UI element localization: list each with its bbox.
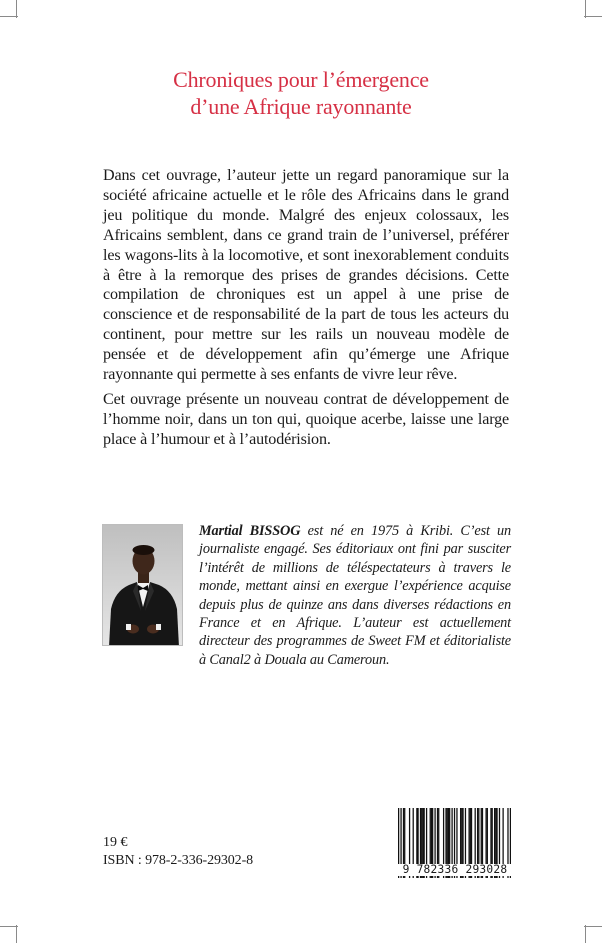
summary-paragraph-1: Dans cet ouvrage, l’auteur jette un regard panoramique sur la société africaine actuelle et le rôle des Africains dans le grand jeu politique du monde. Malgré des enjeux colossaux, les Africains semblent, dans ce grand train de l’universel, préférer les wagons-lits à la locomotive, et sont inexorablement conduits à être à la remorque des prises de grandes décisions. Cette compilation de chroniques est un appel à une prise de conscience et de responsabilité de la part de tous les acteurs du continent, pour mettre sur les rails un nouveau modèle de pensée et de développement afin qu’émerge une Afrique rayonnante qui permette à ses enfants de vivre leur rêve. <box>103 167 509 384</box>
summary-paragraph-2: Cet ouvrage présente un nouveau contrat de développement de l’homme noir, dans un ton qui, quoique acerbe, laisse une large place à l’humour et à l’autodérision. <box>103 390 509 448</box>
author-bio-text: est né en 1975 à Kribi. C’est un journaliste engagé. Ses éditoriaux ont fini par susciter l’intérêt de millions de téléspectateurs à travers le monde, mettant ainsi en exergue l’expérience acquise depuis plus de quinze ans dans diverses rédactions en France et en Afrique. L’auteur est actuellement directeur des programmes de Sweet FM et éditorialiste à Canal2 à Douala au Cameroun. <box>199 523 511 668</box>
crop-mark-top-right-h <box>584 16 602 17</box>
price: 19 € <box>103 835 128 850</box>
author-portrait-icon <box>102 524 183 646</box>
crop-mark-bottom-right-v <box>585 925 586 943</box>
crop-mark-top-right-v <box>585 0 586 18</box>
author-portrait-drawing <box>103 525 183 646</box>
book-title-line-2: d’une Afrique rayonnante <box>190 94 412 119</box>
isbn: ISBN : 978-2-336-29302-8 <box>103 853 254 868</box>
book-title-line-1: Chroniques pour l’émergence <box>173 67 429 92</box>
author-bio <box>199 522 511 669</box>
author-name: Martial BISSOG <box>199 523 301 539</box>
barcode-digits: 9 782336 293028 <box>395 864 515 876</box>
book-title <box>0 66 602 120</box>
book-summary <box>103 166 509 455</box>
crop-mark-bottom-right-h <box>584 926 602 927</box>
crop-mark-top-left-v <box>16 0 17 18</box>
crop-mark-bottom-left-v <box>16 925 17 943</box>
